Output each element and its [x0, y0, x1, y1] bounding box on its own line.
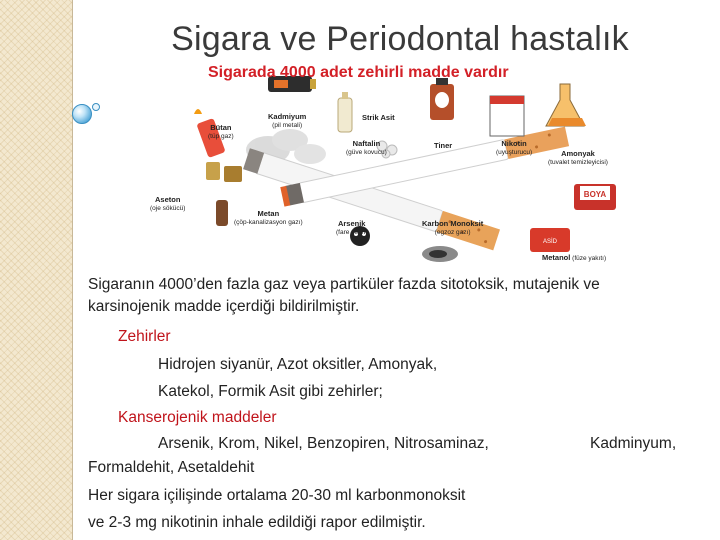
fuel-can-label: ASİD [542, 239, 558, 245]
label-arsenik: Arsenik (fare zehri) [336, 219, 368, 236]
poisons-line-2: Katekol, Formik Asit gibi zehirler; [158, 383, 383, 400]
label-naftalin: Naftalin (güve kovucu) [346, 139, 387, 156]
exhaust-pipe-icon [422, 246, 458, 262]
carcinogens-line-1-end: Kadminyum, [590, 435, 677, 452]
paragraph-line-1: Sigaranın 4000’den fazla gaz veya partiküler fazda sitotoksik, mutajenik ve [88, 276, 600, 293]
carcinogens-line-2: Formaldehit, Asetaldehit [88, 459, 255, 476]
paint-bucket-label: BOYA [583, 190, 607, 199]
decorative-small-bubble-icon [92, 103, 100, 111]
label-aseton: Aseton (oje sökücü) [150, 195, 186, 212]
label-nikotin: Nikotin (uyuşturucu) [496, 139, 533, 156]
nicotine-box-icon [490, 96, 524, 136]
footer-line-1: Her sigara içilişinde ortalama 20-30 ml karbonmonoksit [88, 487, 466, 504]
fuel-can-icon [530, 228, 570, 252]
decorative-sidebar [0, 0, 72, 540]
ammonia-flask-icon [546, 84, 586, 126]
label-tiner: Tiner [434, 141, 453, 150]
paint-bucket-icon [574, 184, 616, 210]
sidebar-divider [72, 0, 73, 540]
acetone-bottle-icon [206, 162, 242, 182]
cigarette-toxins-illustration [150, 58, 640, 273]
decorative-bubble-icon [72, 104, 92, 124]
paragraph-line-2: karsinojenik madde içerdiği bildirilmiştir. [88, 298, 360, 315]
figure-banner: Sigarada 4000 adet zehirli madde vardır [208, 64, 509, 81]
footer-line-2: ve 2-3 mg nikotinin inhale edildiği rapor edilmiştir. [88, 514, 426, 531]
label-metanol: Metanol (füze yakıtı) [542, 253, 607, 262]
label-strik-asit: Strik Asit [362, 113, 395, 122]
label-metan: Metan (çöp-kanalizasyon gazı) [234, 209, 303, 226]
methane-can-icon [216, 200, 228, 226]
label-karbon-monoksit: Karbon Monoksit (egzoz gazı) [422, 219, 484, 236]
poisons-heading: Zehirler [118, 328, 171, 345]
slide-title: Sigara ve Periodontal hastalık [171, 20, 629, 58]
label-amonyak: Amonyak (tuvalet temizleyicisi) [548, 149, 608, 166]
carcinogens-heading: Kanserojenik maddeler [118, 409, 277, 426]
label-butan: Bütan (tüp gaz) [208, 123, 234, 140]
carcinogens-line-1: Arsenik, Krom, Nikel, Benzopiren, Nitrosaminaz, [158, 435, 489, 452]
acid-bottle-icon [338, 92, 352, 132]
label-kadmiyum: Kadmiyum (pil metali) [268, 112, 307, 129]
thinner-can-icon [430, 78, 454, 120]
poisons-line-1: Hidrojen siyanür, Azot oksitler, Amonyak, [158, 356, 438, 373]
